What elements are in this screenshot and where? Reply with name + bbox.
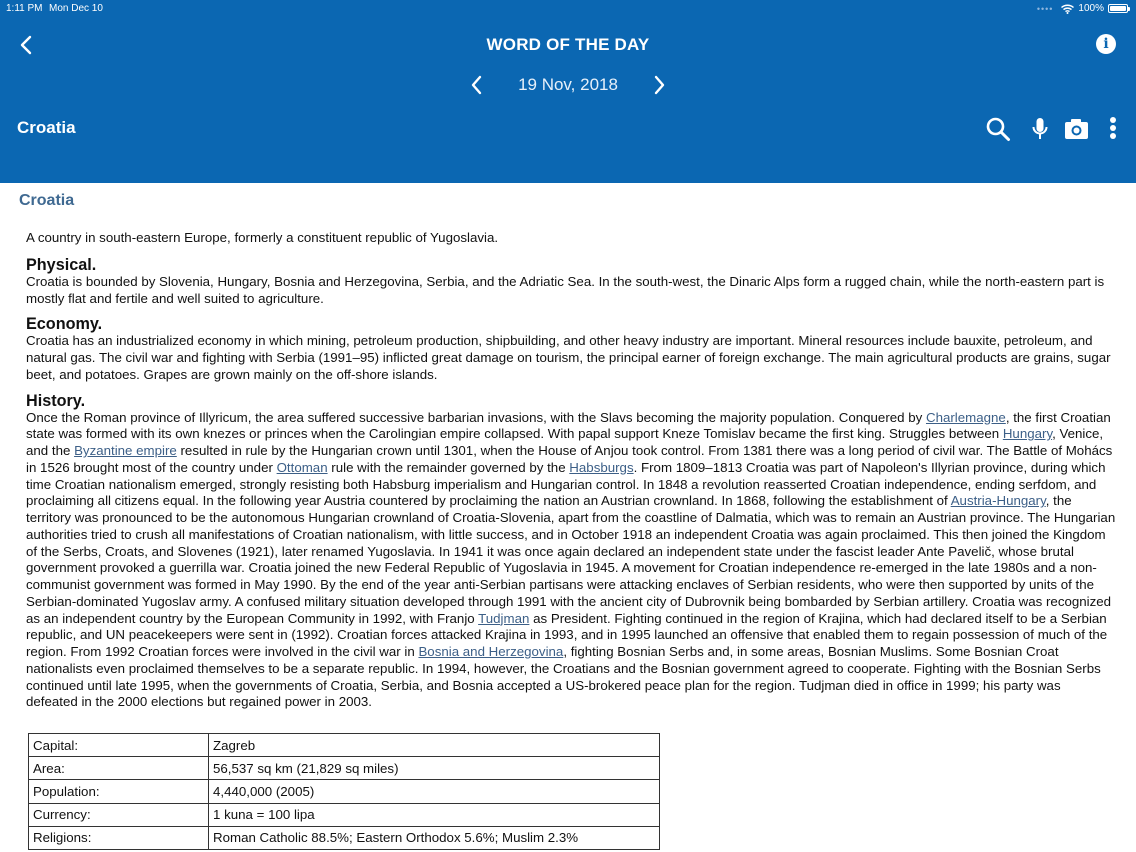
signal-dots-icon: ••••	[1036, 3, 1054, 14]
table-row	[29, 734, 660, 757]
status-date: Mon Dec 10	[49, 3, 103, 14]
fact-label: Religions:	[29, 826, 209, 849]
link-charlemagne[interactable]: Charlemagne	[925, 409, 1006, 425]
table-row	[29, 780, 660, 803]
link-hungary[interactable]: Hungary	[1002, 426, 1053, 442]
status-time: 1:11 PM	[6, 3, 43, 14]
fact-value: Zagreb	[209, 734, 660, 757]
table-row	[29, 757, 660, 780]
section-heading-economy: Economy.	[26, 315, 103, 334]
battery-percent: 100%	[1078, 3, 1104, 14]
info-icon[interactable]: i	[1096, 34, 1116, 54]
section-heading-history: History.	[26, 391, 86, 410]
date-navigator	[0, 74, 1136, 96]
link-austria-hungary[interactable]: Austria-Hungary	[950, 493, 1046, 509]
history-text: Once the Roman province of Illyricum, the area suffered successive barbarian invasions, with the Slavs becoming the majority population. Conquered by	[26, 409, 926, 425]
history-text: , fighting Bosnian Serbs and, in some areas, Bosnian Muslims. Some Bosnian Croat nationalists even proclaimed themselves to be a separate republic. In 1994, however, the Croatians and the Bosnian government agreed to cooperate. Fighting with the Bosnian Serbs continued until late 1995, when the governments of Croatia, Serbia, and Bosnia accepted a US-brokered peace plan for the region. Tudjman died in office in 1999; his party was defeated in the 2000 elections but regained power in 2003.	[26, 644, 1101, 710]
wifi-icon	[1061, 4, 1074, 14]
section-text-economy: Croatia has an industrialized economy in which mining, petroleum production, shipbuilding, and other heavy industry are important. Mineral resources include bauxite, petroleum, and natural gas. The civil war and fighting with Serbia (1991–95) inflicted great damage on tourism, the principal earner of foreign exchange. The main agricultural products are grains, sugar beet, and potatoes. Grapes are grown mainly on the off-shore islands.	[26, 333, 1111, 382]
history-text: , Venice, and the	[26, 426, 1104, 458]
fact-value: 4,440,000 (2005)	[209, 780, 660, 803]
history-text: . From 1809–1813 Croatia was part of Napoleon's Illyrian province, during which time Croatian nationalism emerged, strongly resisting both Habsburg imperialism and Hungarian control. In 1848 a revolution reasserted Croatian independence, ending serfdom, and proclaiming all citizens equal. In the following year Austria countered by proclaiming the nation an Austrian crownland. In 1868, following the establishment of	[26, 459, 1106, 509]
link-byzantine-empire[interactable]: Byzantine empire	[74, 443, 177, 458]
fact-value: Roman Catholic 88.5%; Eastern Orthodox 5.6%; Muslim 2.3%	[209, 826, 660, 849]
link-tudjman[interactable]: Tudjman	[478, 610, 530, 626]
fact-label: Currency:	[29, 803, 209, 826]
status-bar	[0, 0, 1136, 18]
page-title: WORD OF THE DAY	[486, 35, 650, 54]
section-text-history	[26, 410, 1116, 712]
fact-label: Area:	[29, 757, 209, 780]
camera-icon[interactable]	[1064, 116, 1089, 142]
search-icon[interactable]	[985, 116, 1011, 142]
section-heading-physical: Physical.	[26, 255, 97, 274]
link-habsburgs[interactable]: Habsburgs	[569, 459, 634, 475]
link-bosnia-and-herzegovina[interactable]: Bosnia and Herzegovina	[418, 644, 564, 659]
table-row	[29, 826, 660, 849]
current-date: 19 Nov, 2018	[518, 75, 618, 94]
facts-table	[28, 733, 660, 850]
fact-value: 56,537 sq km (21,829 sq miles)	[209, 757, 660, 780]
link-ottoman[interactable]: Ottoman	[276, 459, 328, 475]
app-header	[0, 0, 1136, 183]
fact-label: Population:	[29, 780, 209, 803]
status-indicators	[1037, 3, 1128, 14]
microphone-icon[interactable]	[1031, 116, 1049, 142]
section-text-physical: Croatia is bounded by Slovenia, Hungary, Bosnia and Herzegovina, Serbia, and the Adriatic Sea. In the south-west, the Dinaric Alps form a rugged chain, while the north-eastern part is mostly flat and fertile and well suited to agriculture.	[26, 273, 1105, 306]
fact-value: 1 kuna = 100 lipa	[209, 803, 660, 826]
entry-headword: Croatia	[19, 192, 75, 209]
entry-body	[26, 230, 1116, 711]
search-term: Croatia	[17, 118, 76, 137]
entry-definition: A country in south-eastern Europe, formerly a constituent republic of Yugoslavia.	[26, 230, 499, 245]
history-text: resulted in rule by the Hungarian crown until 1301, when the House of Anjou took control. From 1381 there was a long period of civil war. The Battle of Mohács in 1526 brought most of the country under	[26, 443, 1113, 475]
history-text: rule with the remainder governed by the	[327, 459, 570, 475]
fact-label: Capital:	[29, 734, 209, 757]
history-text: , the territory was pronounced to be the autonomous Hungarian crownland of Croatia-Slovenia, apart from the coastline of Dalmatia, which was to remain an Austrian province. The Hungarian authorities tried to crush all manifestations of Croatian nationalism, with little success, and in October 1918 an independent Croatia was again proclaimed. This then joined the Kingdom of the Serbs, Croats, and Slovenes (1921), later renamed Yugoslavia. In 1941 it was once again declared an independent state under the fascist leader Ante Pavelič, whose brutal government provoked a guerrilla war. Croatia joined the new Federal Republic of Yugoslavia in 1945. A movement for Croatian independence re-emerged in the late 1980s and a non-communist government was formed in May 1990. By the end of the year anti-Serbian partisans were attacking enclaves of Serbian residents, who were then supported by units of the Serbian-dominated Yugoslav army. A confused military situation developed through 1991 with the ancient city of Dubrovnik being bombarded by Serbian artillery. Croatia was recognized as an independent country by the European Community in 1992, with Franjo	[26, 493, 1116, 626]
history-text: as President. Fighting continued in the region of Krajina, which had declared itself to be a Serbian republic, and UN peacekeepers were sent in (1992). Croatian forces attacked Krajina in 1993, and in 1995 launched an offensive that enabled them to regain possession of much of the region. From 1992 Croatian forces were involved in the civil war in	[26, 610, 1108, 659]
battery-icon	[1108, 4, 1128, 13]
next-date-chevron-icon[interactable]	[650, 74, 668, 96]
more-vertical-icon[interactable]	[1106, 116, 1120, 142]
history-text: , the first Croatian state was formed with its own knezes or princes when the Carolingian empire collapsed. With papal support Kneze Tomislav became the first king. Struggles between	[26, 409, 1111, 442]
table-row	[29, 803, 660, 826]
